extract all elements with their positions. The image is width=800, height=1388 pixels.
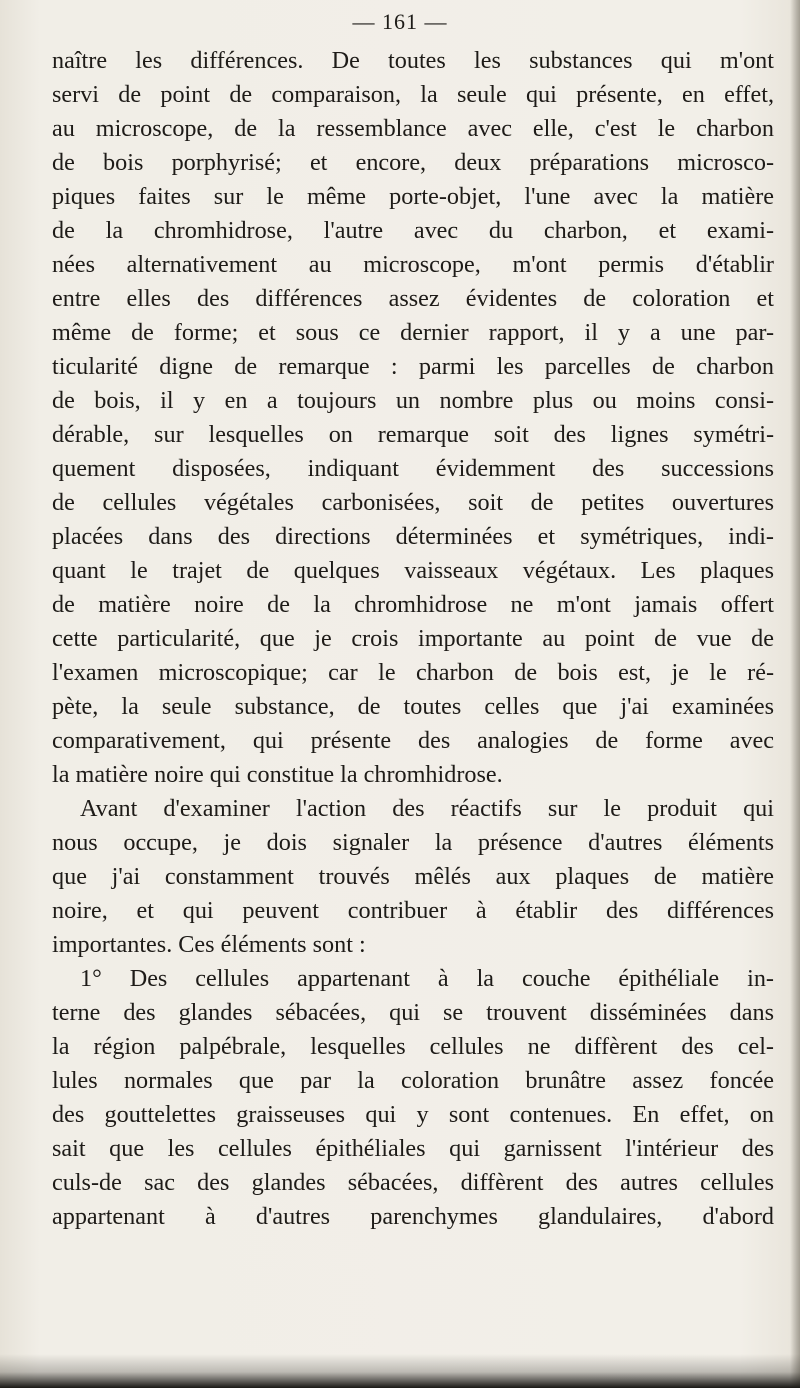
text-line-9: même de forme; et sous ce dernier rapport, il y a une par- (52, 319, 774, 346)
text-line-20: pète, la seule substance, de toutes celles que j'ai examinées (52, 693, 774, 720)
body-text (52, 44, 774, 1234)
text-line-32: des gouttelettes graisseuses qui y sont contenues. En effet, on (52, 1101, 774, 1128)
page-bottom-shadow (0, 1354, 800, 1388)
text-line-13: quement disposées, indiquant évidemment des successions (52, 455, 774, 482)
text-line-8: entre elles des différences assez évidentes de coloration et (52, 285, 774, 312)
text-line-21: comparativement, qui présente des analogies de forme avec (52, 727, 774, 754)
text-line-1: naître les différences. De toutes les substances qui m'ont (52, 47, 774, 74)
text-line-17: de matière noire de la chromhidrose ne m'ont jamais offert (52, 591, 774, 618)
text-line-34: culs-de sac des glandes sébacées, diffèrent des autres cellules (52, 1169, 774, 1196)
text-line-30: la région palpébrale, lesquelles cellules ne diffèrent des cel- (52, 1033, 774, 1060)
text-line-35: appartenant à d'autres parenchymes glandulaires, d'abord (52, 1203, 774, 1230)
text-line-16: quant le trajet de quelques vaisseaux végétaux. Les plaques (52, 557, 774, 584)
text-line-14: de cellules végétales carbonisées, soit de petites ouvertures (52, 489, 774, 516)
page-number: — 161 — (352, 9, 448, 34)
text-line-28: 1° Des cellules appartenant à la couche épithéliale in- (80, 965, 774, 992)
text-line-19: l'examen microscopique; car le charbon de bois est, je le ré- (52, 659, 774, 686)
text-line-4: de bois porphyrisé; et encore, deux préparations microsco- (52, 149, 774, 176)
text-line-23: Avant d'examiner l'action des réactifs sur le produit qui (80, 795, 774, 822)
text-line-18: cette particularité, que je crois importante au point de vue de (52, 625, 774, 652)
page-edge-shadow (790, 0, 800, 1388)
text-line-24: nous occupe, je dois signaler la présence d'autres éléments (52, 829, 774, 856)
text-line-12: dérable, sur lesquelles on remarque soit des lignes symétri- (52, 421, 774, 448)
text-line-26: noire, et qui peuvent contribuer à établir des différences (52, 897, 774, 924)
text-line-3: au microscope, de la ressemblance avec elle, c'est le charbon (52, 115, 774, 142)
text-line-6: de la chromhidrose, l'autre avec du charbon, et exami- (52, 217, 774, 244)
text-line-7: nées alternativement au microscope, m'ont permis d'établir (52, 251, 774, 278)
text-line-2: servi de point de comparaison, la seule qui présente, en effet, (52, 81, 774, 108)
text-line-27: importantes. Ces éléments sont : (52, 931, 366, 958)
text-line-33: sait que les cellules épithéliales qui garnissent l'intérieur des (52, 1135, 774, 1162)
text-line-10: ticularité digne de remarque : parmi les parcelles de charbon (52, 353, 774, 380)
text-line-31: lules normales que par la coloration brunâtre assez foncée (52, 1067, 774, 1094)
text-line-5: piques faites sur le même porte-objet, l'une avec la matière (52, 183, 774, 210)
text-line-15: placées dans des directions déterminées et symétriques, indi- (52, 523, 774, 550)
text-line-25: que j'ai constamment trouvés mêlés aux plaques de matière (52, 863, 774, 890)
text-line-22: la matière noire qui constitue la chromhidrose. (52, 761, 503, 788)
text-line-11: de bois, il y en a toujours un nombre plus ou moins consi- (52, 387, 774, 414)
text-line-29: terne des glandes sébacées, qui se trouvent disséminées dans (52, 999, 774, 1026)
